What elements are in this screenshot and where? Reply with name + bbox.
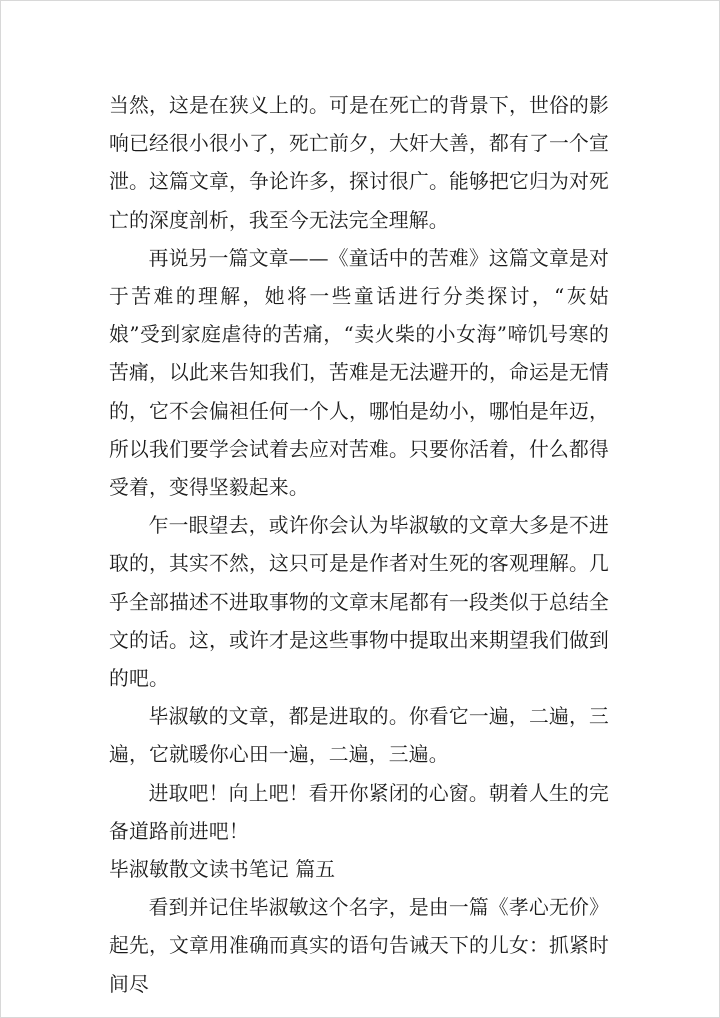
section-heading: 毕淑敏散文读书笔记 篇五: [109, 858, 336, 882]
paragraph-4: 毕淑敏的文章，都是进取的。你看它一遍，二遍，三遍，它就暖你心田一遍，二遍，三遍。: [109, 705, 609, 767]
paragraph-2: 再说另一篇文章——《童话中的苦难》这篇文章是对于苦难的理解，她将一些童话进行分类探讨，“灰姑娘”受到家庭虐待的苦痛，“卖火柴的小女海”啼饥号寒的苦痛，以此来告知我们，苦难是无法避开的，命运是无情的，它不会偏袒任何一个人，哪怕是幼小，哪怕是年迈，所以我们要学会试着去应对苦难。只要你活着，什么都得受着，变得坚毅起来。: [109, 246, 609, 500]
paragraph-1: 当然，这是在狭义上的。可是在死亡的背景下，世俗的影响已经很小很小了，死亡前夕，大奸大善，都有了一个宣泄。这篇文章，争论许多，探讨很广。能够把它归为对死亡的深度剖析，我至今无法完全理解。: [109, 94, 609, 232]
paragraph-3: 乍一眼望去，或许你会认为毕淑敏的文章大多是不进取的，其实不然，这只可是是作者对生死的客观理解。几乎全部描述不进取事物的文章末尾都有一段类似于总结全文的话。这，或许才是这些事物中提取出来期望我们做到的吧。: [109, 514, 609, 691]
paragraph-5: 进取吧！向上吧！看开你紧闭的心窗。朝着人生的完备道路前进吧！: [109, 781, 609, 843]
paragraph-6: 看到并记住毕淑敏这个名字，是由一篇《孝心无价》起先，文章用准确而真实的语句告诫天下的儿女：抓紧时间尽: [109, 896, 609, 996]
document-body: [109, 87, 609, 1004]
